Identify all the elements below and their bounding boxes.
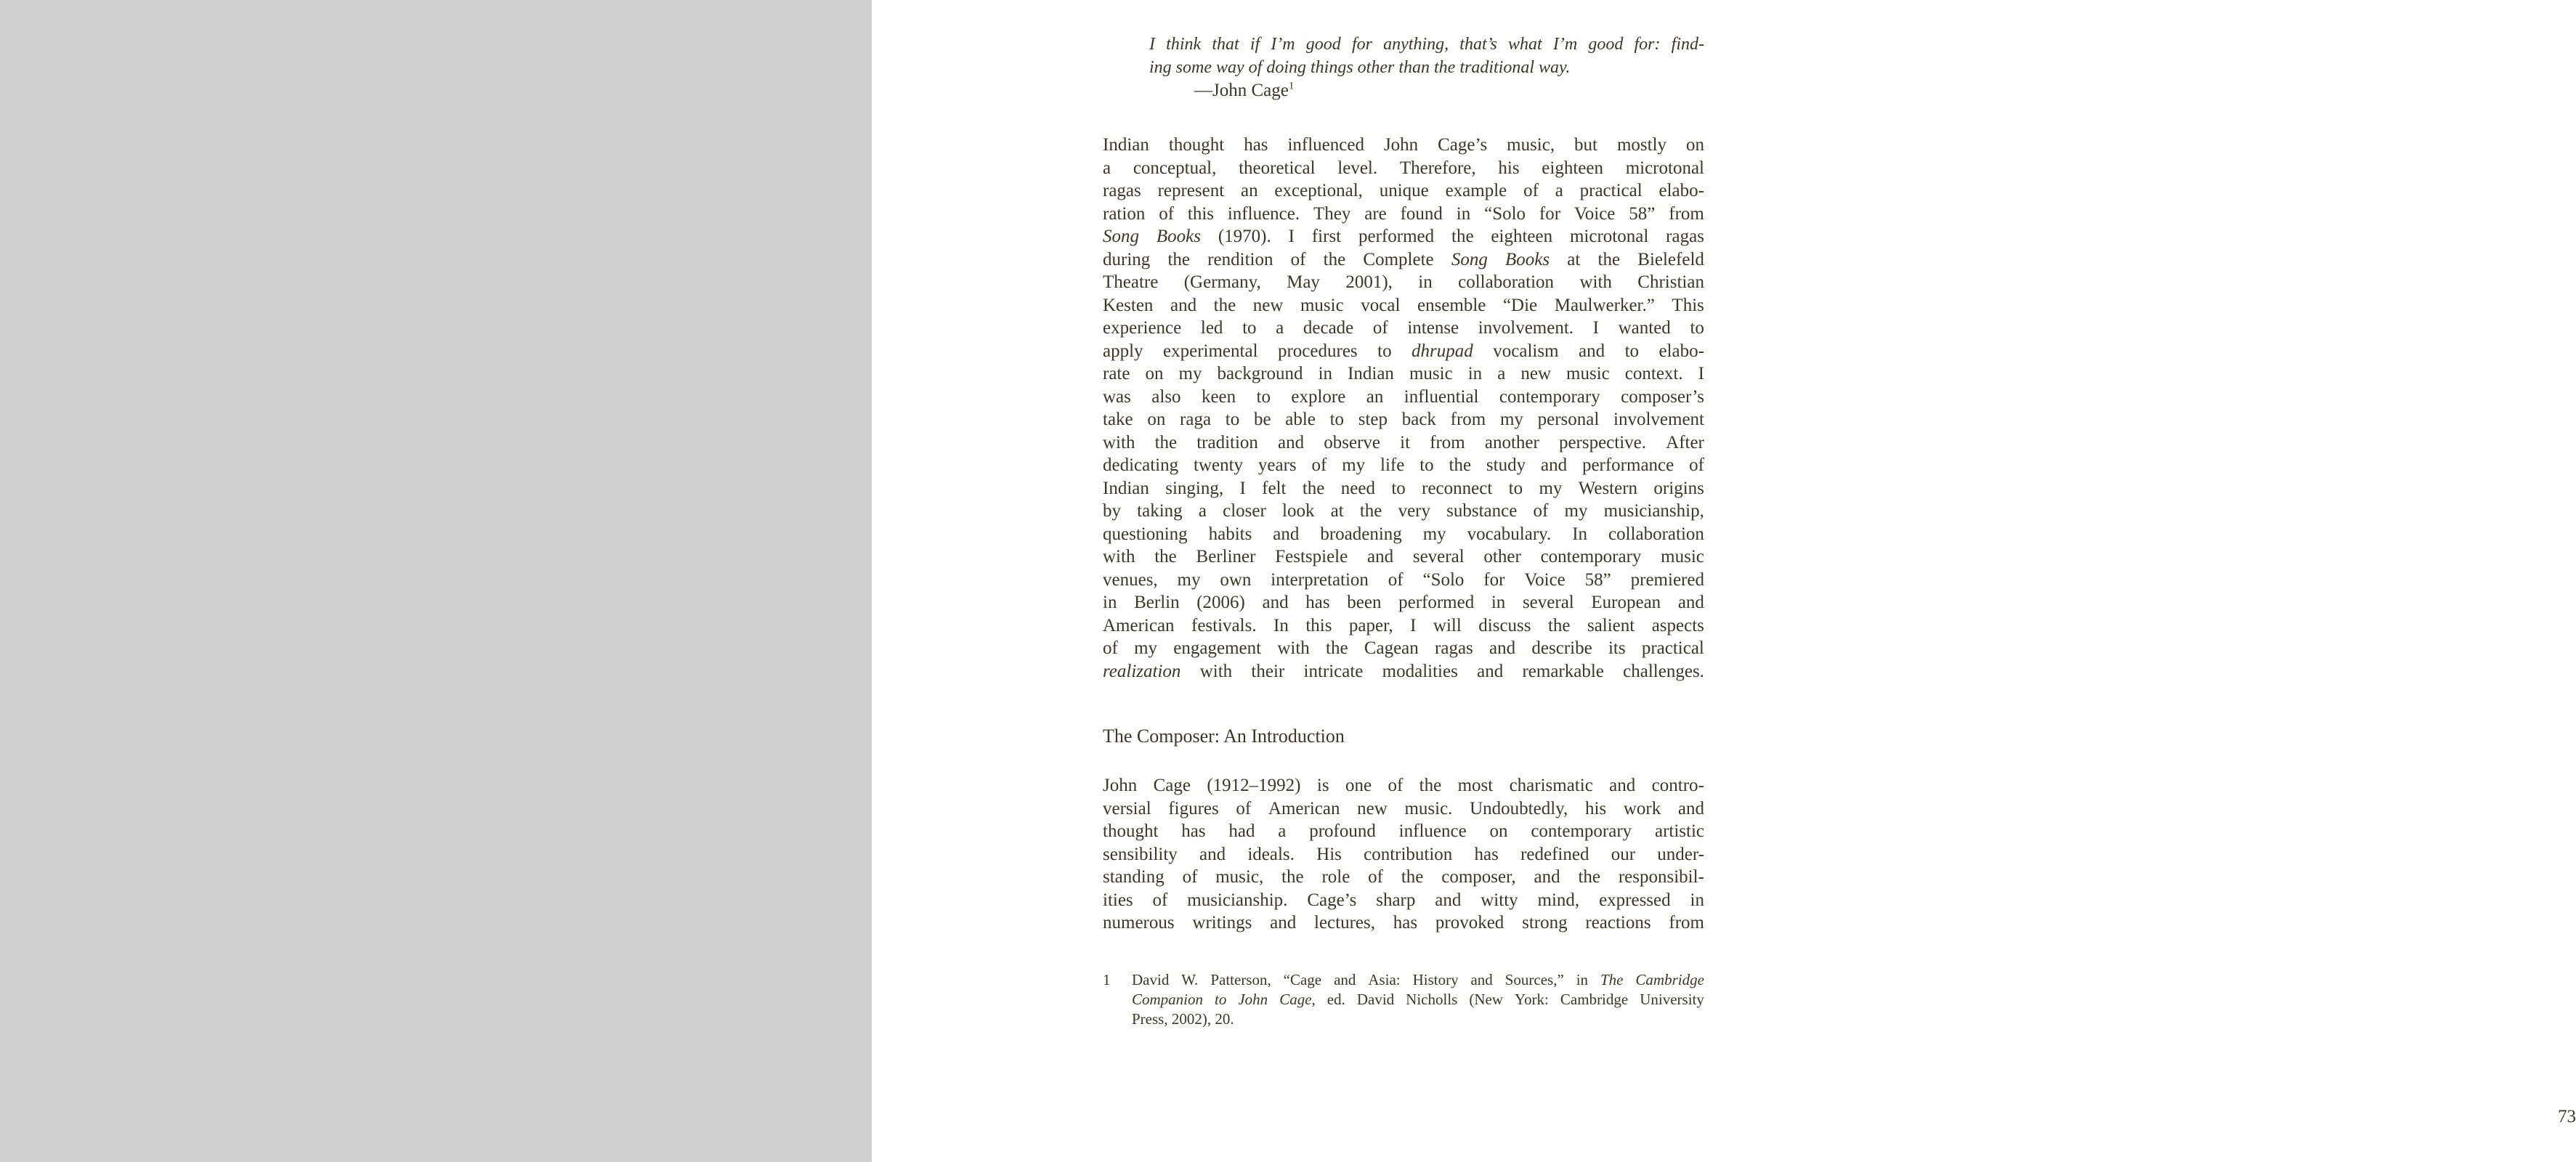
text-line: ities of musicianship. Cage’s sharp and witty mind, expressed in (1103, 890, 1704, 910)
text-line: dedicating twenty years of my life to the study and performance of (1103, 455, 1704, 475)
text-line: experience led to a decade of intense involvement. I wanted to (1103, 318, 1704, 338)
text-line: by taking a closer look at the very substance of my musicianship, (1103, 501, 1704, 521)
text-line: venues, my own interpretation of “Solo for Voice 58” premiered (1103, 569, 1704, 590)
footnote-text (1132, 970, 1704, 1029)
text-line: Indian thought has influenced John Cage’s music, but mostly on (1103, 135, 1704, 155)
text-line: I think that if I’m good for anything, that’s what I’m good for: find- (1149, 35, 1704, 54)
text-line: standing of music, the role of the composer, and the responsibil- (1103, 867, 1704, 887)
left-page-blank (0, 0, 872, 1162)
text-line: a conceptual, theoretical level. Therefore, his eighteen microtonal (1103, 158, 1704, 178)
section-heading: The Composer: An Introduction (1103, 726, 1345, 747)
text-line: realization with their intricate modalities and remarkable challenges. (1103, 661, 1704, 681)
text-line: with the tradition and observe it from another perspective. After (1103, 432, 1704, 452)
text-line: take on raga to be able to step back from my personal involvement (1103, 410, 1704, 429)
footnote (1103, 970, 1704, 1029)
text-line: thought has had a profound influence on contemporary artistic (1103, 821, 1704, 841)
text-line: Song Books (1970). I first performed the eighteen microtonal ragas (1103, 227, 1704, 246)
text-line: Press, 2002), 20. (1132, 1010, 1234, 1028)
paragraph-composer (1103, 774, 1704, 935)
text-line: in Berlin (2006) and has been performed in several European and (1103, 593, 1704, 612)
epigraph-attribution-text: —John Cage (1194, 81, 1289, 100)
epigraph-attribution (1103, 79, 1704, 102)
footnote-reference-superscript: 1 (1288, 80, 1295, 92)
text-line: was also keen to explore an influential contemporary composer’s (1103, 386, 1704, 407)
text-line: Indian singing, I felt the need to reconnect to my Western origins (1103, 478, 1704, 498)
text-line: with the Berliner Festspiele and several other contemporary music (1103, 547, 1704, 566)
text-line: ragas represent an exceptional, unique example of a practical elabo- (1103, 181, 1704, 200)
epigraph (1103, 33, 1704, 102)
text-line: Theatre (Germany, May 2001), in collaboration with Christian (1103, 272, 1704, 292)
text-line: apply experimental procedures to dhrupad vocalism and to elabo- (1103, 341, 1704, 361)
text-line: David W. Patterson, “Cage and Asia: History and Sources,” in The Cambridge (1132, 971, 1704, 988)
text-line: versial figures of American new music. Undoubtedly, his work and (1103, 798, 1704, 818)
paragraph-introduction (1103, 134, 1704, 683)
text-line: ing some way of doing things other than the traditional way. (1149, 57, 1571, 77)
text-line: American festivals. In this paper, I will discuss the salient aspects (1103, 615, 1704, 635)
text-line: during the rendition of the Complete Song Books at the Bielefeld (1103, 249, 1704, 269)
right-page (872, 0, 2576, 1162)
text-line: questioning habits and broadening my vocabulary. In collaboration (1103, 524, 1704, 544)
text-line: numerous writings and lectures, has provoked strong reactions from (1103, 913, 1704, 933)
text-line: of my engagement with the Cagean ragas and describe its practical (1103, 638, 1704, 658)
text-line: John Cage (1912–1992) is one of the most charismatic and contro- (1103, 776, 1704, 795)
text-line: rate on my background in Indian music in a new music context. I (1103, 364, 1704, 383)
footnote-marker: 1 (1103, 971, 1111, 988)
text-line: sensibility and ideals. His contribution has redefined our under- (1103, 844, 1704, 864)
epigraph-lines (1103, 33, 1704, 79)
page-number: 73 (2558, 1107, 2576, 1126)
text-line: Companion to John Cage, ed. David Nicholls (New York: Cambridge University (1132, 991, 1704, 1008)
text-line: ration of this influence. They are found in “Solo for Voice 58” from (1103, 203, 1704, 224)
text-line: Kesten and the new music vocal ensemble “Die Maulwerker.” This (1103, 295, 1704, 315)
